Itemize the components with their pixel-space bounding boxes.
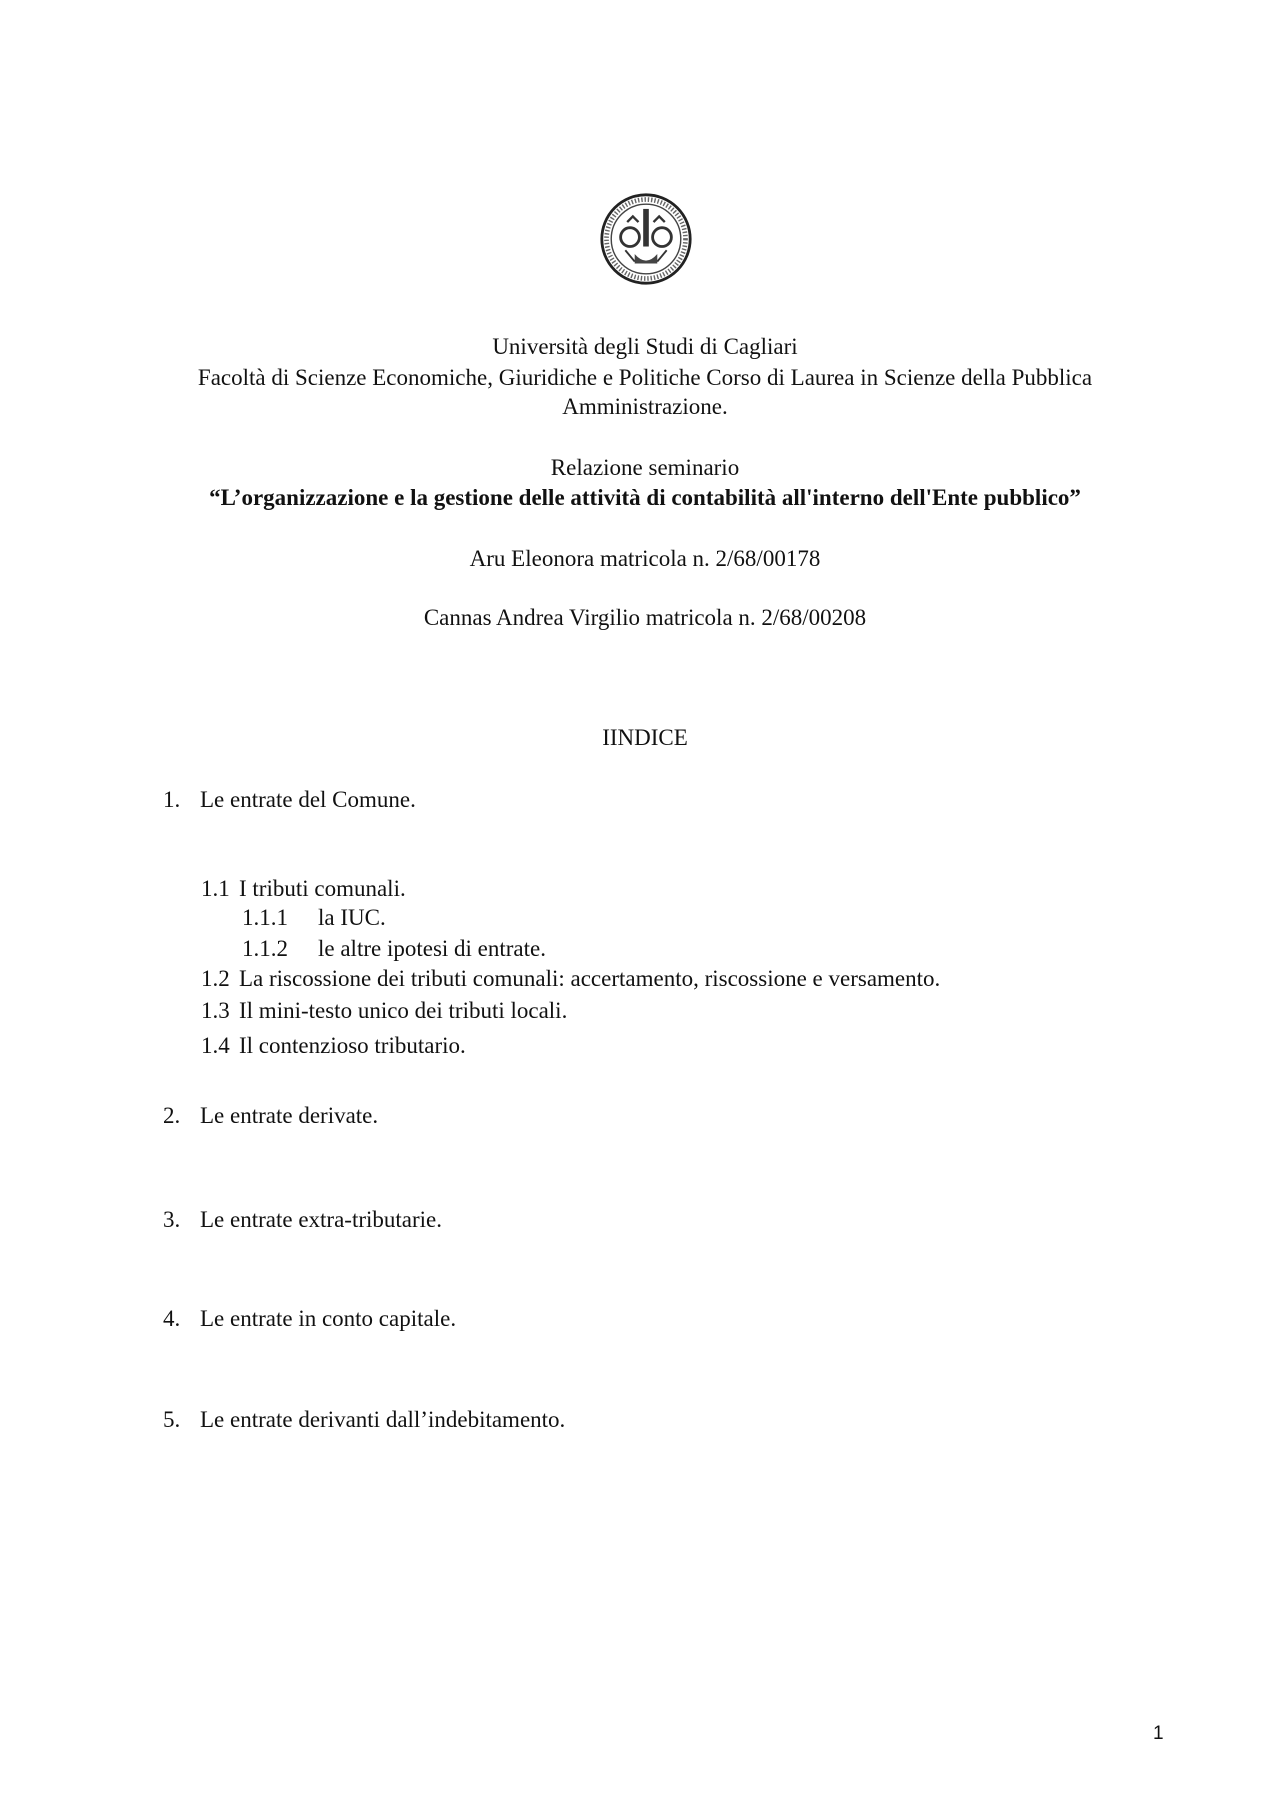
toc-item: Le entrate del Comune. <box>200 787 416 812</box>
toc-item: I tributi comunali. <box>239 876 406 901</box>
author-2: Cannas Andrea Virgilio matricola n. 2/68/00208 <box>423 605 867 630</box>
toc-number: 4. <box>163 1306 181 1331</box>
toc-item: le altre ipotesi di entrate. <box>318 936 546 961</box>
toc-heading: IINDICE <box>602 725 688 750</box>
toc-item: Le entrate in conto capitale. <box>200 1306 457 1331</box>
toc-item: Le entrate derivanti dall’indebitamento. <box>200 1407 566 1432</box>
toc-number: 3. <box>163 1207 181 1232</box>
toc-item: La riscossione dei tributi comunali: accertamento, riscossione e versamento. <box>239 966 941 991</box>
toc-number: 1.2 <box>201 966 230 991</box>
toc-number: 1.4 <box>201 1033 230 1058</box>
toc-item: Le entrate derivate. <box>200 1103 379 1128</box>
faculty-line-1: Facoltà di Scienze Economiche, Giuridiche e Politiche Corso di Laurea in Scienze della Pubblica <box>197 365 1093 390</box>
page-number: 1 <box>1153 1723 1164 1744</box>
toc-number: 5. <box>163 1407 181 1432</box>
toc-item: la IUC. <box>318 905 386 930</box>
toc-number: 2. <box>163 1103 181 1128</box>
toc-item: Il contenzioso tributario. <box>239 1033 466 1058</box>
toc-number: 1.1 <box>201 876 230 901</box>
toc-number: 1. <box>163 787 181 812</box>
report-type: Relazione seminario <box>550 455 740 480</box>
university-name: Università degli Studi di Cagliari <box>492 334 798 359</box>
faculty-line-2: Amministrazione. <box>562 394 728 419</box>
toc-item: Il mini-testo unico dei tributi locali. <box>239 998 568 1023</box>
document-title: “L’organizzazione e la gestione delle attività di contabilità all'interno dell'Ente pubblico” <box>209 485 1081 510</box>
toc-item: Le entrate extra-tributarie. <box>200 1207 442 1232</box>
toc-number: 1.3 <box>201 998 230 1023</box>
author-1: Aru Eleonora matricola n. 2/68/00178 <box>469 546 821 571</box>
university-seal-logo <box>599 192 693 286</box>
toc-number: 1.1.1 <box>242 905 288 930</box>
toc-number: 1.1.2 <box>242 936 288 961</box>
